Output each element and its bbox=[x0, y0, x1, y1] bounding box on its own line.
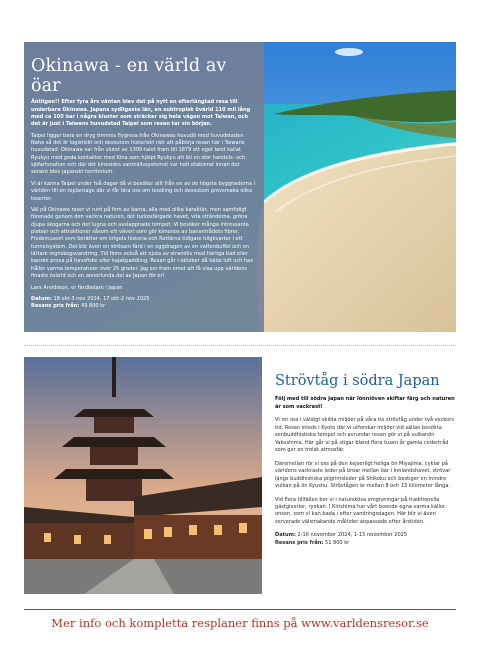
okinawa-price-value: 49 800 kr bbox=[80, 303, 106, 310]
japan-title: Strövtåg i södra Japan bbox=[275, 373, 440, 389]
okinawa-dates-value: 18 okt-3 nov 2024, 17 okt-2 nov 2025 bbox=[53, 295, 150, 302]
japan-dates bbox=[275, 532, 455, 539]
section-divider bbox=[24, 345, 456, 346]
japan-price bbox=[275, 540, 455, 547]
okinawa-title: Okinawa - en värld av öar bbox=[31, 56, 227, 97]
okinawa-price-label: Resans pris från: bbox=[31, 303, 80, 310]
japan-article bbox=[275, 373, 455, 547]
japan-dates-label: Datum: bbox=[275, 532, 296, 539]
okinawa-lead: Äntligen!! Efter fyra års väntan blev det på nytt en efterlängtad resa till underbara Okinawa. Japans sydligaste län, en subtropisk övärld 110 mil lång med ca 100 öar i några kluster som sträcker sig hela vägen mot Taiwan, och det är just i Taiwans huvudstad Taipei som resan tar sin början. bbox=[31, 99, 251, 128]
japan-paragraph: Däremellan rör vi oss på den kejserligt heliga ön Miyajima, cyklar på världens vackraste leder på broar mellan öar i Innlandshavet, strövar längs buddhistiska pilgrimsleder på Shikoku och bestiger en mindre vulkan på ön Kyushu. Strövtågen är mellan 8 och 13 kilometer långa. bbox=[275, 460, 451, 490]
japan-paragraph: Vid flera tillfällen bor vi i naturskösa omgivningar på traditionella gästgiverier, ryokan. I Kirishima har vårt boende egna varma källor, onsen, som vi kan bada i efter vandringsdagen. Här blir vi även serverade välsmakande måltider anpassade efter årstiden. bbox=[275, 496, 447, 525]
okinawa-price bbox=[31, 303, 257, 311]
okinawa-paragraph: Taipei ligger bara en dryg timmes flygresa från Okinawas huvudö med huvudstaden Naha så det är logistiskt och dessutom historiskt rätt att påbörja resan här i Taiwans huvudstad. Okinawa var från slutet av 1300-talet fram till 1879 ett eget land kallat Ryukyu med goda kontakter med Kina som hjälpt Ryukyu att bli en stor handels- och sjöfartsnation och där det kinesiska samhällssystemet var helt etablerat innan det senare blev japanskt territorium. bbox=[31, 132, 246, 176]
japan-paragraph: Vi ror oss i väldigt skilda miljöer på våra tio strövtåg under två veckors tid. Resan inleds i Kyoto där vi utforskar miljöer vid sällan besökta zenbuddhistiska tempel och avrundar resan gör vi på vulkanön Yakushima. Här går vi på stigar bland flera tusen år gamla cedertråd som ger en trolsk atmosfär. bbox=[275, 417, 454, 454]
japan-price-value: 51 800 kr bbox=[324, 539, 350, 546]
footer-rule bbox=[24, 609, 456, 610]
japan-lead: Följ med till södra Japan när lönnlöven skiftar färg och naturen är som vackrast! bbox=[275, 396, 455, 410]
okinawa-paragraph: Vi är kanna Taipei under två dagar då vi besöker allt från en av de högsta byggnaderna i världen till en teplantage där vi får lära oss om teodling och dessutom provsmaka olika teserter. bbox=[31, 180, 255, 202]
japan-dates-value: 2-16 november 2024, 1-15 november 2025 bbox=[297, 532, 408, 539]
okinawa-dates-label: Datum: bbox=[31, 295, 52, 302]
kyoto-pagoda-photo bbox=[24, 357, 262, 594]
japan-price-label: Resans pris från: bbox=[275, 539, 324, 546]
footer-text: Mer info och kompletta resplaner finns på www.varldensresor.se bbox=[51, 616, 429, 630]
okinawa-signature: Lars Arvidsson, er färdledare i Japan bbox=[31, 284, 123, 291]
okinawa-article bbox=[24, 42, 456, 332]
okinawa-paragraph: Väl på Okinawa reser vi runt på fem av öarna, alla med olika karaktär, men samtidigt förenade genom den vackra naturen, det turkosfärgade havet, vita stränderna, gröna djupa skogarna och det lugna och avslappnade tempot. Vi besöker många intressanta platser och attraktioner såsom ett väveri som gör kimonos av banantrådets fibrer, Fredsmuseet som berättar om krigets historia och Rotfärna tidigare högkvarter i ett tunnelsystem. Det blir även en strösam färd i en eggdragen av en vattenbuffel och en lättare regnskogsvandring. Tid finns också att njuta av strandliv med härliga bad eller kanske prova på havsfiske eller kajakpaddling. Resan går i oktober då bäde luft och hav håller varma temperaturer över 25 grader. Jag ser fram emot att få visa upp världens finaste övärld och en annorlunda del av Japan för er! bbox=[31, 206, 254, 280]
okinawa-text-panel bbox=[24, 42, 264, 332]
